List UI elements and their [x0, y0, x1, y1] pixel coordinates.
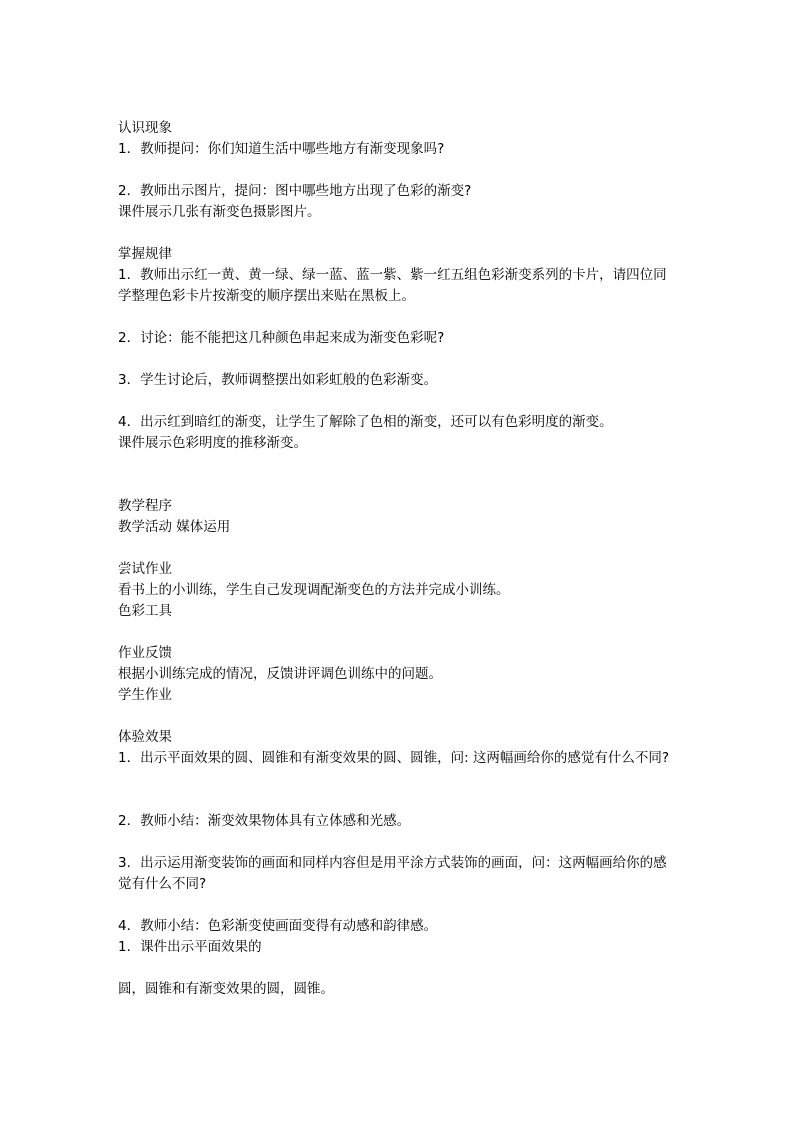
paragraph-line: 教学活动 媒体运用 — [118, 519, 231, 535]
paragraph-line: 4．出示红到暗红的渐变，让学生了解除了色相的渐变，还可以有色彩明度的渐变。 — [118, 414, 613, 430]
paragraph-line: 1．课件出示平面效果的 — [118, 939, 262, 955]
paragraph-line: 4．教师小结：色彩渐变使画面变得有动感和韵律感。 — [118, 918, 438, 934]
heading-master-rules: 掌握规律 — [118, 246, 172, 262]
heading-teaching-procedure: 教学程序 — [118, 498, 172, 514]
paragraph-line: 1．教师出示红一黄、黄一绿、绿一蓝、蓝一紫、紫一红五组色彩渐变系列的卡片，请四位同学整理色彩卡片按渐变的顺序摆出来贴在黑板上。 — [118, 267, 667, 304]
paragraph-line: 色彩工具 — [118, 603, 172, 619]
paragraph-line: 2．教师出示图片，提问：图中哪些地方出现了色彩的渐变? — [118, 183, 472, 199]
paragraph-line: 3．学生讨论后，教师调整摆出如彩虹般的色彩渐变。 — [118, 372, 438, 388]
paragraph-line: 学生作业 — [118, 687, 172, 703]
paragraph-line: 2．教师小结：渐变效果物体具有立体感和光感。 — [118, 813, 411, 829]
heading-experience-effect: 体验效果 — [118, 729, 172, 745]
paragraph-line: 看书上的小训练，学生自己发现调配渐变色的方法并完成小训练。 — [118, 582, 510, 598]
paragraph-line: 根据小训练完成的情况，反馈讲评调色训练中的问题。 — [118, 666, 442, 682]
paragraph-line: 圆，圆锥和有渐变效果的圆，圆锥。 — [118, 981, 334, 997]
paragraph-line: 课件展示几张有渐变色摄影图片。 — [118, 204, 321, 220]
paragraph-line: 1．教师提问：你们知道生活中哪些地方有渐变现象吗? — [118, 141, 445, 157]
paragraph-line: 2．讨论：能不能把这几种颜色串起来成为渐变色彩呢? — [118, 330, 445, 346]
paragraph-line: 3．出示运用渐变装饰的画面和同样内容但是用平涂方式装饰的画面，问：这两幅画给你的感觉有什么不同? — [118, 855, 667, 892]
heading-try-homework: 尝试作业 — [118, 561, 172, 577]
heading-homework-feedback: 作业反馈 — [118, 645, 172, 661]
paragraph-line: 课件展示色彩明度的推移渐变。 — [118, 435, 307, 451]
paragraph-line: 1．出示平面效果的圆、圆锥和有渐变效果的圆、圆锥，问: 这两幅画给你的感觉有什么不同? — [118, 750, 670, 766]
heading-recognize: 认识现象 — [118, 120, 172, 136]
